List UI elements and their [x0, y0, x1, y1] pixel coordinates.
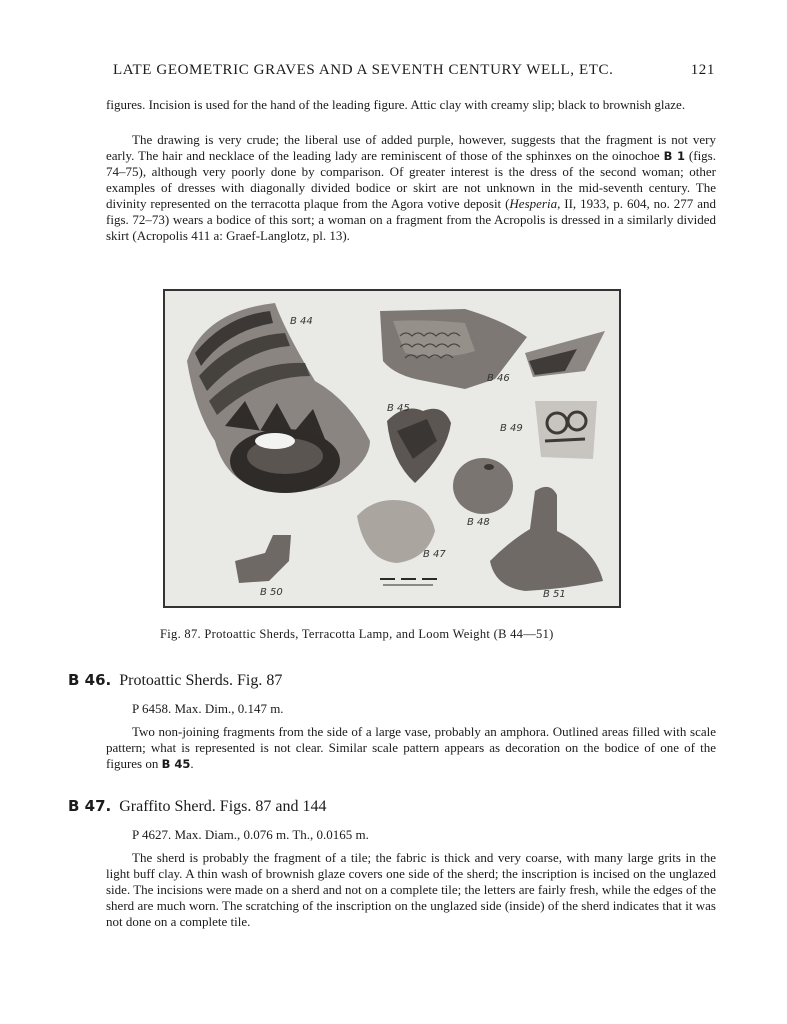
- label-b47: B 47: [423, 549, 446, 560]
- discussion-paragraph: [106, 132, 716, 244]
- entry-b47-heading: [68, 797, 326, 816]
- sherds-photo: [165, 291, 621, 608]
- label-b44: B 44: [290, 316, 313, 327]
- entry-b47-number: B 47.: [68, 797, 112, 815]
- continued-paragraph: [106, 97, 716, 113]
- entry-b46-meta: P 6458. Max. Dim., 0.147 m.: [132, 701, 284, 716]
- discussion-text-1: The drawing is very crude; the liberal use of added purple, however, suggests that the fragment is not very early. The hair and necklace of the leading lady are reminiscent of those of the sphinxes on the oinochoe: [106, 132, 716, 163]
- page-number: 121: [690, 62, 715, 78]
- entry-b46-title: Protoattic Sherds. Fig. 87: [119, 672, 283, 689]
- label-b51: B 51: [543, 589, 566, 600]
- entry-b47-text: The sherd is probably the fragment of a tile; the fabric is thick and very coarse, with many large grits in the light buff clay. A thin wash of brownish glaze covers one side of the sherd; the inscription is incised on the unglazed side. The incisions were made on a sherd and not on a complete tile; the letters are fairly fresh, while the edges of the sherd are much worn. The scratching of the inscription on the unglazed side (inside) of the sherd indicates that it was not done on a complete tile.: [106, 850, 716, 929]
- entry-b46-heading: [68, 671, 282, 690]
- label-b46: B 46: [487, 373, 510, 384]
- label-b49: B 49: [500, 423, 523, 434]
- entry-b47-description: [106, 850, 716, 930]
- lamp-b48: [453, 458, 513, 514]
- reference-b45: B 45: [161, 757, 191, 771]
- entry-b46-end: .: [190, 756, 194, 771]
- figure-caption: Fig. 87. Protoattic Sherds, Terracotta Lamp, and Loom Weight (B 44—51): [160, 627, 554, 641]
- entry-b47-meta: P 4627. Max. Diam., 0.076 m. Th., 0.0165 m.: [132, 827, 369, 842]
- discussion-text-3: , II, 1933, p. 604, no. 277 and figs. 72–73) wears a bodice of this sort; a woman on a fragment from the Acropolis is dressed in a similarly divided skirt (Acropolis 411 a: Graef-Langlotz, pl. 13).: [106, 196, 716, 243]
- running-head-title: LATE GEOMETRIC GRAVES AND A SEVENTH CENTURY WELL, ETC.: [113, 62, 614, 78]
- reference-b1: B 1: [663, 149, 686, 163]
- label-b48: B 48: [467, 517, 490, 528]
- journal-title: Hesperia: [509, 196, 558, 211]
- discussion-text-2: (figs. 74–75), although very poorly done by comparison. Of greater interest is the dress of the second woman; other examples of dresses with diagonally divided bodice or skirt are not unknown in the mid-seventh century. The divinity represented on the terracotta plaque from the Agora votive deposit (: [106, 148, 716, 211]
- entry-b47-title: Graffito Sherd. Figs. 87 and 144: [119, 798, 327, 815]
- label-b45: B 45: [387, 403, 410, 414]
- label-b50: B 50: [260, 587, 283, 598]
- figure-87-photograph: [163, 289, 621, 608]
- sherd-b49: [535, 401, 597, 459]
- entry-b46-description: [106, 724, 716, 772]
- entry-b46-text: Two non-joining fragments from the side of a large vase, probably an amphora. Outlined areas filled with scale pattern; what is represented is not clear. Similar scale pattern appears as decoration on the bodice of one of the figures on: [106, 724, 716, 771]
- continued-paragraph-text: figures. Incision is used for the hand of the leading figure. Attic clay with creamy slip; black to brownish glaze.: [106, 97, 686, 112]
- entry-b46-number: B 46.: [68, 671, 112, 689]
